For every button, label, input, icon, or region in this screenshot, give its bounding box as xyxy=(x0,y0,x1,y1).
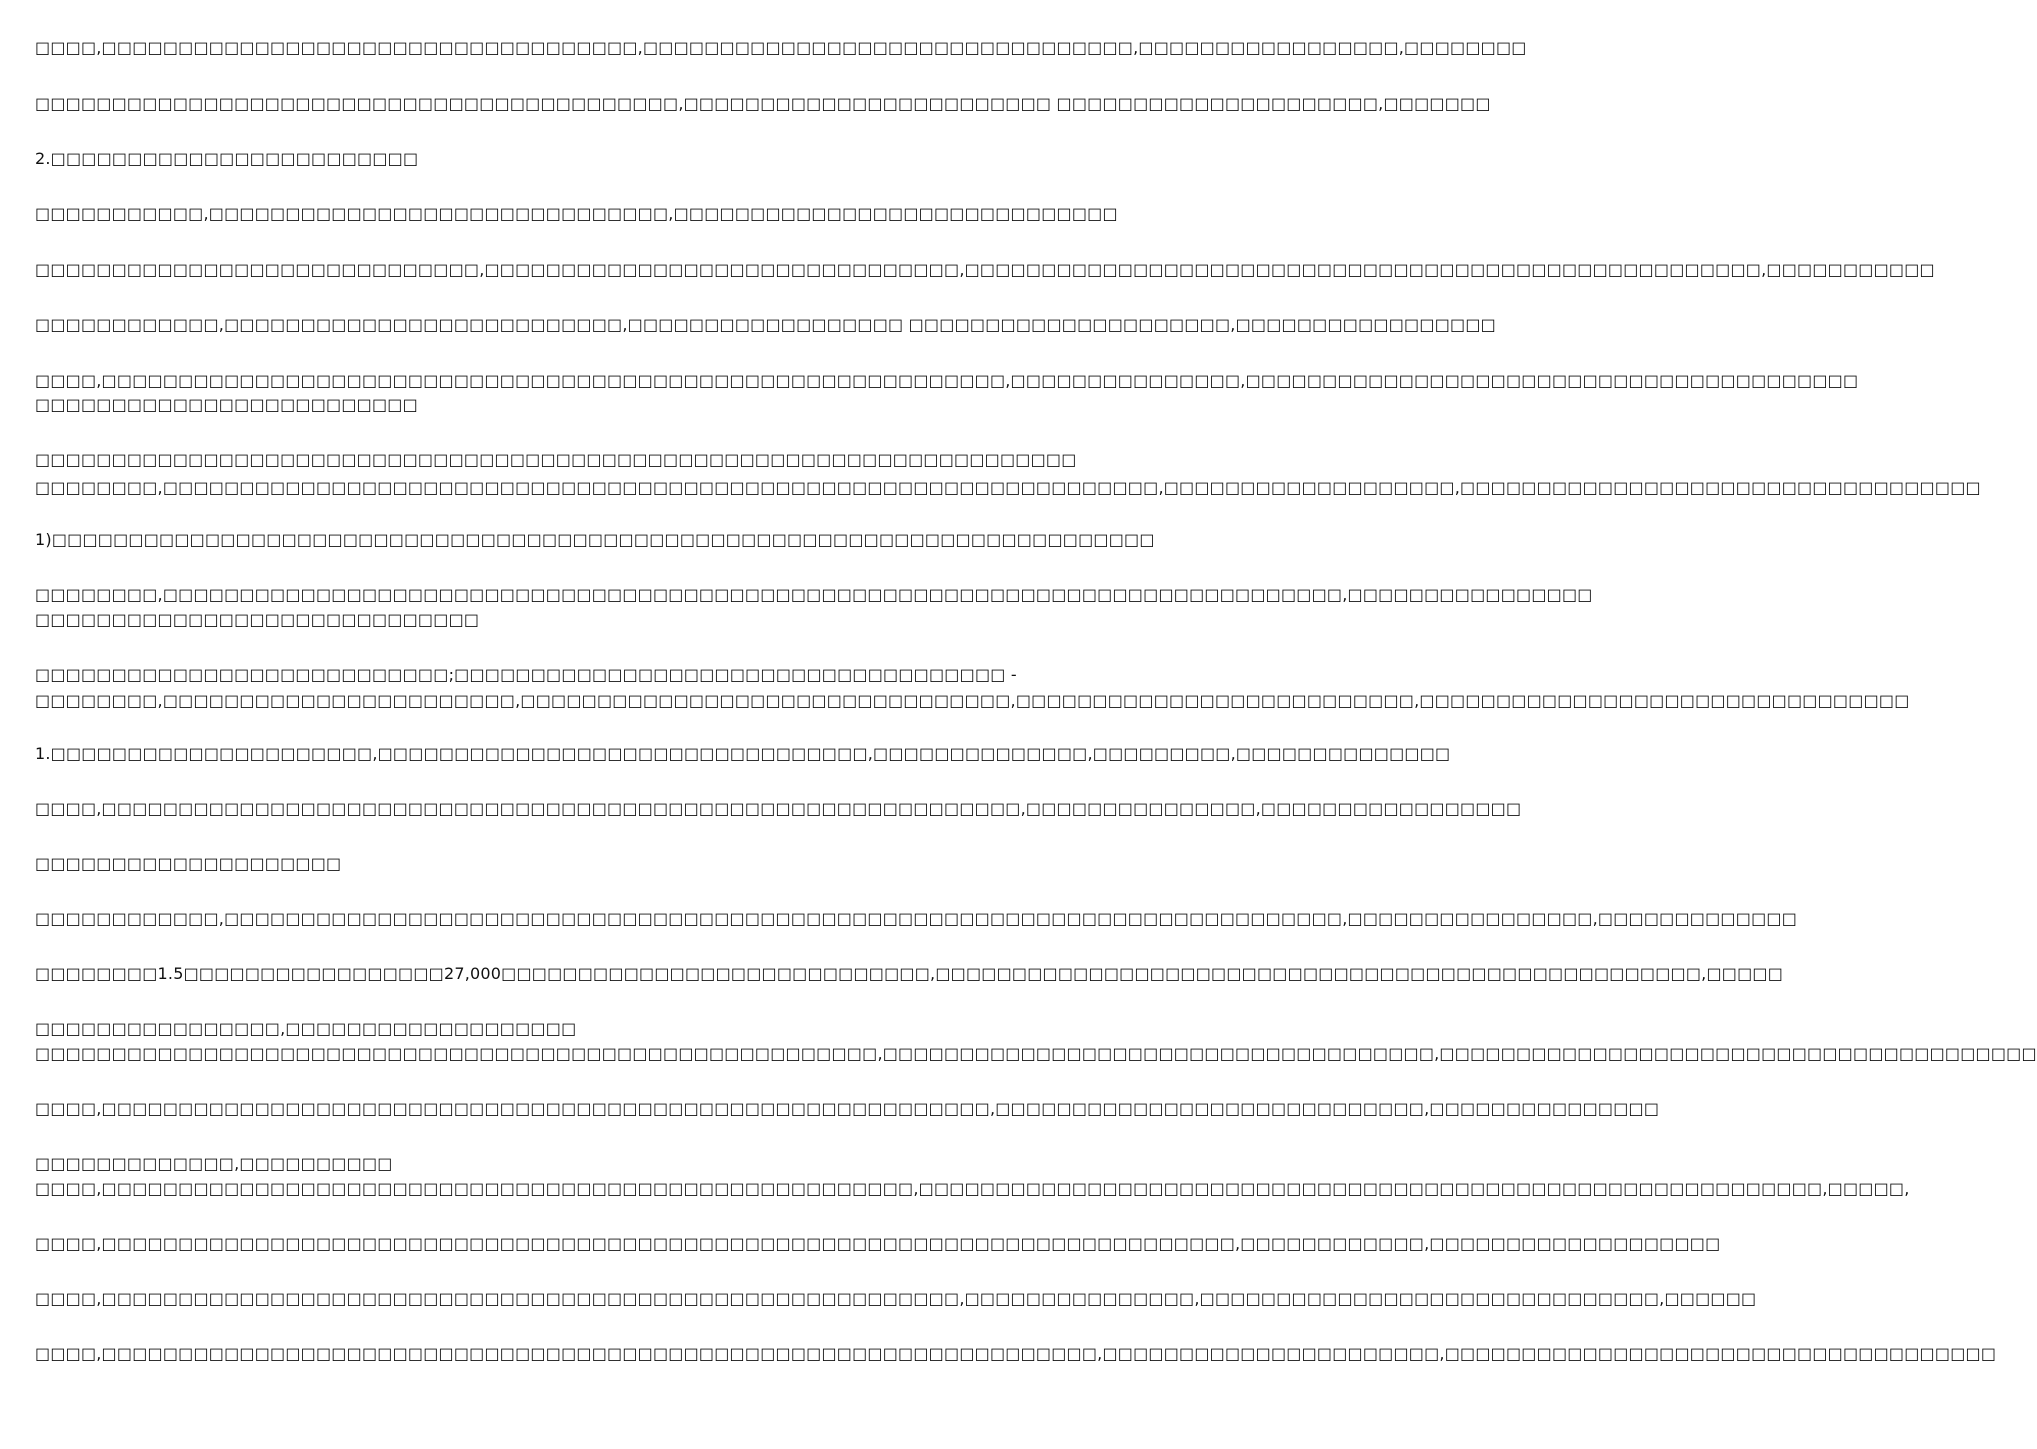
text-line: □□□□□□□□□□□□,□□□□□□□□□□□□□□□□□□□□□□□□□□□□□□□□□□□□□□□□□□□□□□□□□□□□□□□□□□□□□□□□□□□□□□□□□,□□□□□□□□□□□□□□□□,□□□□□□□□□□□□□ xyxy=(35,909,1798,928)
text-line: □□□□,□□□□□□□□□□□□□□□□□□□□□□□□□□□□□□□□□□□□□□□□□□□□□□□□□□□□□,□□□□□□□□□□□□□□□□□□□□□□□□□□□□□□□□□□□□□□□□□□□□□□□□□□□□□□□□□□□,□□□□□, xyxy=(35,1179,1910,1198)
text-line: □□□□□□□□□□□□□□□□□□□□□□□□□□□□□□□□□□□□□□□□□□□□□□□□□□□□□□□□□□□□□□□□□□□□ xyxy=(35,450,1077,469)
text-line: □□□□□□□□□□□,□□□□□□□□□□□□□□□□□□□□□□□□□□□□□□,□□□□□□□□□□□□□□□□□□□□□□□□□□□□□ xyxy=(35,204,1118,223)
text-line: □□□□□□□□□□□□□□□□□□□□□□□□□□□□□□□□□□□□□□□□□□□□□□□□□□□□□□□,□□□□□□□□□□□□□□□□□□□□□□□□□□□□□□□□□□□□,□□□□□□□□□□□□□□□□□□□□□□□□□□□□□□□□□□□□□□□ xyxy=(35,1044,2037,1063)
text-line: □□□□,□□□□□□□□□□□□□□□□□□□□□□□□□□□□□□□□□□□□□□□□□□□□□□□□□□□□□□□□□□□,□□□□□□□□□□□□□□□,□□□□□□□□□□□□□□□□□□□□□□□□□□□□□□□□□□□□□□□□ xyxy=(35,371,1859,390)
document-page xyxy=(35,0,2037,1449)
text-line: □□□□□□□□□□□□□□□□□□□□□□□□□□□□□□□□□□□□□□□□□□,□□□□□□□□□□□□□□□□□□□□□□□□ □□□□□□□□□□□□□□□□□□□□□,□□□□□□□ xyxy=(35,94,1491,113)
section-heading: 2.□□□□□□□□□□□□□□□□□□□□□□□□ xyxy=(35,149,419,168)
text-line: □□□□,□□□□□□□□□□□□□□□□□□□□□□□□□□□□□□□□□□□□□□□□□□□□□□□□□□□□□□□□,□□□□□□□□□□□□□□□,□□□□□□□□□□□□□□□□□□□□□□□□□□□□□□,□□□□□□ xyxy=(35,1289,1757,1308)
list-item-heading: 1.□□□□□□□□□□□□□□□□□□□□□,□□□□□□□□□□□□□□□□□□□□□□□□□□□□□□□□,□□□□□□□□□□□□□□,□□□□□□□□□,□□□□□□□□□□□□□□ xyxy=(35,744,1451,763)
text-line: □□□□□□□□□□□□□□□□□□□□□□□□□□□□□,□□□□□□□□□□□□□□□□□□□□□□□□□□□□□□□,□□□□□□□□□□□□□□□□□□□□□□□□□□□□□□□□□□□□□□□□□□□□□□□□□□□□,□□□□□□□□□□□ xyxy=(35,260,1935,279)
text-line: □□□□□□□□1.5□□□□□□□□□□□□□□□□□27,000□□□□□□□□□□□□□□□□□□□□□□□□□□□□,□□□□□□□□□□□□□□□□□□□□□□□□□□□□□□□□□□□□□□□□□□□□□□□□□□,□□□□□ xyxy=(35,964,1784,983)
text-line: □□□□,□□□□□□□□□□□□□□□□□□□□□□□□□□□□□□□□□□□,□□□□□□□□□□□□□□□□□□□□□□□□□□□□□□□□,□□□□□□□□□□□□□□□□□,□□□□□□□□ xyxy=(35,38,1527,57)
text-line: □□□□□□□□□□□□□□□□□□□□□□□□□□□;□□□□□□□□□□□□□□□□□□□□□□□□□□□□□□□□□□□□ - xyxy=(35,665,1017,684)
text-line: □□□□□□□□,□□□□□□□□□□□□□□□□□□□□□□□□□□□□□□□□□□□□□□□□□□□□□□□□□□□□□□□□□□□□□□□□□,□□□□□□□□□□□□□□□□□□□,□□□□□□□□□□□□□□□□□□□□□□□□□□□□□□□□□□ xyxy=(35,478,1981,497)
text-line: □□□□□□□□□□□□□,□□□□□□□□□□ xyxy=(35,1154,393,1173)
text-line: □□□□□□□□□□□□,□□□□□□□□□□□□□□□□□□□□□□□□□□,□□□□□□□□□□□□□□□□□□ □□□□□□□□□□□□□□□□□□□□□,□□□□□□□□□□□□□□□□□ xyxy=(35,315,1496,334)
text-line: □□□□,□□□□□□□□□□□□□□□□□□□□□□□□□□□□□□□□□□□□□□□□□□□□□□□□□□□□□□□□□□,□□□□□□□□□□□□□□□□□□□□□□□□□□□□,□□□□□□□□□□□□□□□ xyxy=(35,1099,1660,1118)
text-line: □□□□□□□□□□□□□□□□□□□□□□□□□ xyxy=(35,395,418,414)
text-line: □□□□□□□□□□□□□□□□,□□□□□□□□□□□□□□□□□□□ xyxy=(35,1019,577,1038)
text-line: □□□□□□□□□□□□□□□□□□□□ xyxy=(35,854,342,873)
text-line: □□□□,□□□□□□□□□□□□□□□□□□□□□□□□□□□□□□□□□□□□□□□□□□□□□□□□□□□□□□□□□□□□□□□□□,□□□□□□□□□□□□□□□□□□□□□□,□□□□□□□□□□□□□□□□□□□□□□□□□□□□□□□□□□□□ xyxy=(35,1344,1997,1363)
text-line: □□□□□□□□,□□□□□□□□□□□□□□□□□□□□□□□□□□□□□□□□□□□□□□□□□□□□□□□□□□□□□□□□□□□□□□□□□□□□□□□□□□□□□,□□□□□□□□□□□□□□□□ xyxy=(35,585,1593,604)
text-line: □□□□□□□□,□□□□□□□□□□□□□□□□□□□□□□□,□□□□□□□□□□□□□□□□□□□□□□□□□□□□□□□□,□□□□□□□□□□□□□□□□□□□□□□□□□□,□□□□□□□□□□□□□□□□□□□□□□□□□□□□□□□□ xyxy=(35,691,1910,710)
text-line: □□□□,□□□□□□□□□□□□□□□□□□□□□□□□□□□□□□□□□□□□□□□□□□□□□□□□□□□□□□□□□□□□,□□□□□□□□□□□□□□□,□□□□□□□□□□□□□□□□□ xyxy=(35,799,1522,818)
list-item-heading: 1)□□□□□□□□□□□□□□□□□□□□□□□□□□□□□□□□□□□□□□□□□□□□□□□□□□□□□□□□□□□□□□□□□□□□□□□□ xyxy=(35,530,1155,549)
text-line: □□□□□□□□□□□□□□□□□□□□□□□□□□□□□ xyxy=(35,610,480,629)
text-line: □□□□,□□□□□□□□□□□□□□□□□□□□□□□□□□□□□□□□□□□□□□□□□□□□□□□□□□□□□□□□□□□□□□□□□□□□□□□□□□,□□□□□□□□□□□□,□□□□□□□□□□□□□□□□□□□ xyxy=(35,1234,1721,1253)
